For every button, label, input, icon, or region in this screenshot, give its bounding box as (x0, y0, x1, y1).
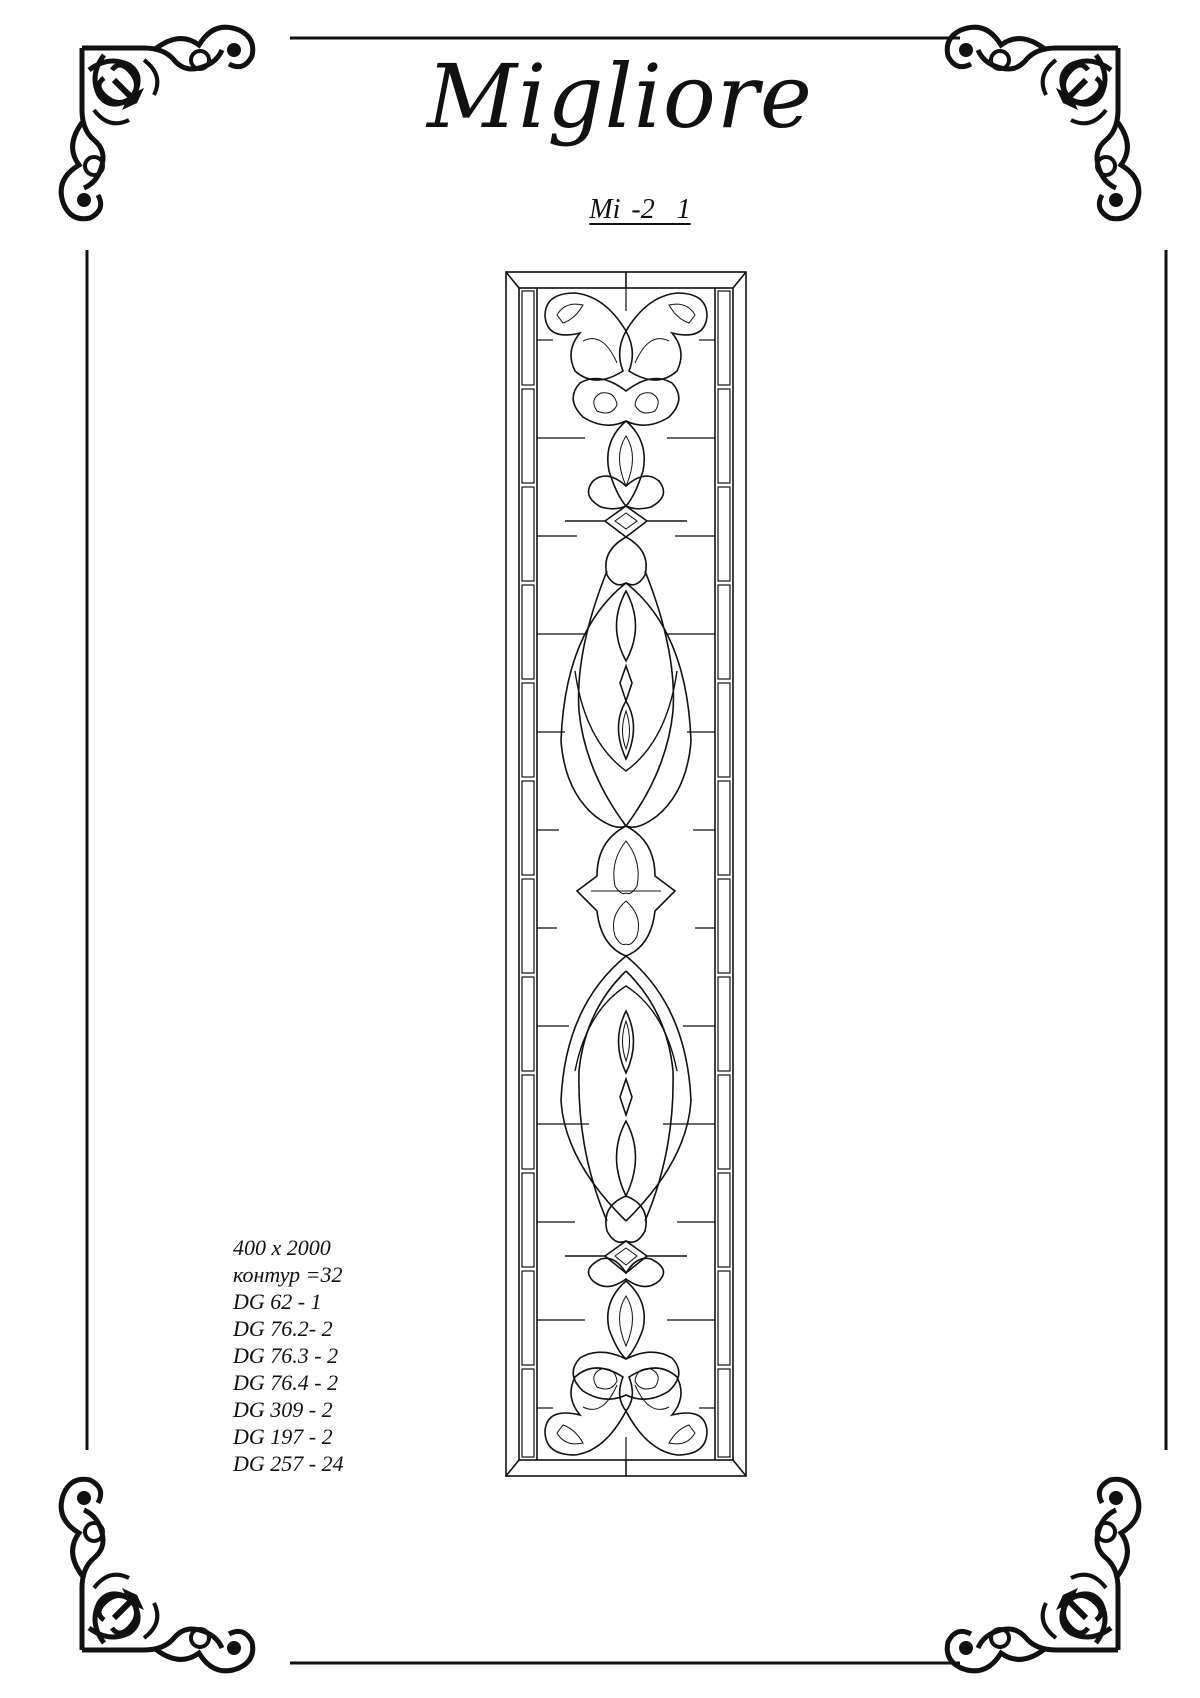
spec-item: DG 257 - 24 (233, 1451, 344, 1476)
corner-ornament-top-right-icon (947, 27, 1139, 219)
brand-title: Migliore (427, 45, 813, 148)
spec-list (233, 1234, 344, 1477)
spec-item: DG 309 - 2 (233, 1397, 333, 1422)
spec-item: DG 76.4 - 2 (233, 1370, 339, 1395)
spec-item: DG 76.3 - 2 (233, 1343, 339, 1368)
stained-glass-panel-drawing (505, 271, 747, 1477)
corner-ornament-top-left-icon (61, 27, 253, 219)
corner-ornament-bottom-right-icon (947, 1479, 1139, 1671)
model-code: Mi -2 1 (589, 194, 691, 225)
corner-ornament-bottom-left-icon (61, 1479, 253, 1671)
spec-item: контур =32 (233, 1262, 343, 1287)
spec-item: DG 197 - 2 (233, 1424, 333, 1449)
spec-item: DG 62 - 1 (233, 1289, 322, 1314)
spec-item: 400 x 2000 (233, 1235, 331, 1260)
spec-item: DG 76.2- 2 (233, 1316, 333, 1341)
